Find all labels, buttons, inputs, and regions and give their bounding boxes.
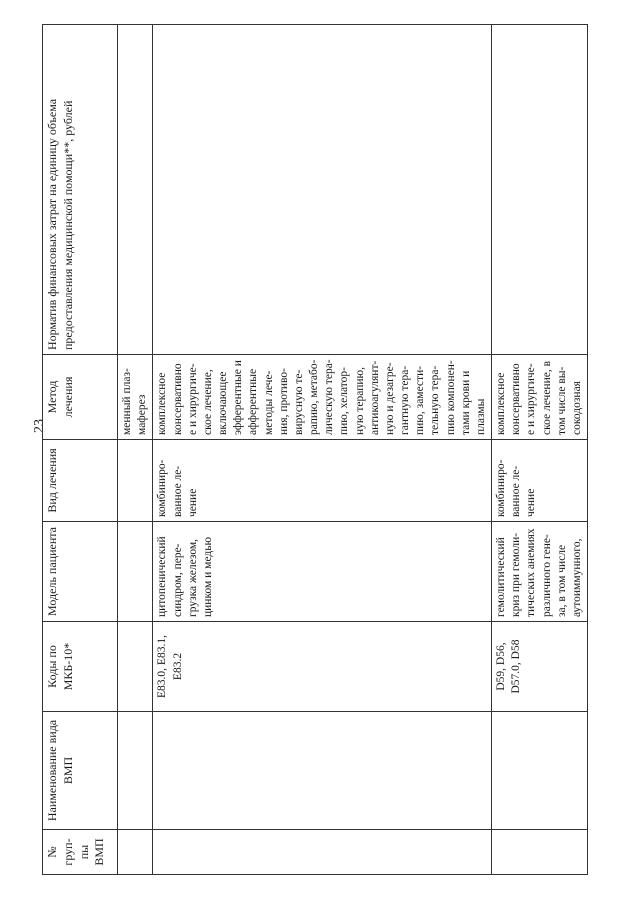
cell-cost-standard [492,25,588,355]
table-rotation-wrapper [42,25,583,875]
cell-treatment-method: комплексное консервативное и хирургиче-ское лечение, в том числе вы-сокодозная [492,355,588,440]
cell-patient-model: цитопенический синдром, пере-грузка железом, цинком и медью [153,522,492,622]
table-header-row [43,25,118,875]
page-number: 23 [32,419,47,433]
table-row [492,25,588,875]
vmp-table [42,24,588,875]
header-treatment-method: Метод лечения [43,355,118,440]
cell-cost-standard [153,25,492,355]
cell-treatment-type: комбиниро-ванное ле-чение [492,440,588,522]
cell-treatment-method: менный плаз-маферез [118,355,153,440]
cell-vmp-name [153,712,492,830]
header-icd-codes: Коды по МКБ-10* [43,622,118,712]
cell-icd-codes: D59, D56, D57.0, D58 [492,622,588,712]
header-treatment-type: Вид лечения [43,440,118,522]
cell-cost-standard [118,25,153,355]
cell-icd-codes [118,622,153,712]
header-group-no: № груп-пы ВМП [43,830,118,875]
header-patient-model: Модель пациента [43,522,118,622]
cell-patient-model: гемолитический криз при гемоли-тических анемиях различного гене-за, в том числе аутоиммунного, [492,522,588,622]
table-row [118,25,153,875]
cell-vmp-name [118,712,153,830]
cell-group-no [153,830,492,875]
cell-icd-codes: E83.0, E83.1, E83.2 [153,622,492,712]
header-vmp-name: Наименование вида ВМП [43,712,118,830]
rotated-sheet [42,25,583,875]
cell-treatment-type: комбиниро-ванное ле-чение [153,440,492,522]
cell-vmp-name [492,712,588,830]
cell-group-no [492,830,588,875]
cell-group-no [118,830,153,875]
header-cost-standard: Норматив финансовых затрат на единицу объема предоставления медицинской помощи**, рублей [43,25,118,355]
cell-treatment-type [118,440,153,522]
cell-patient-model [118,522,153,622]
table-row [153,25,492,875]
cell-treatment-method: комплексное консервативное и хирургиче-ское лечение, включающее эфферентные и афферентные методы лече-ния, противо-вирусную те-рапию, метабо-лическую тера-пию, хелатор-ную терапию, антикоагулянт-ную и дезагре-гантную тера-пию, замести-тельную тера-пию компонен-тами крови и плазмы [153,355,492,440]
